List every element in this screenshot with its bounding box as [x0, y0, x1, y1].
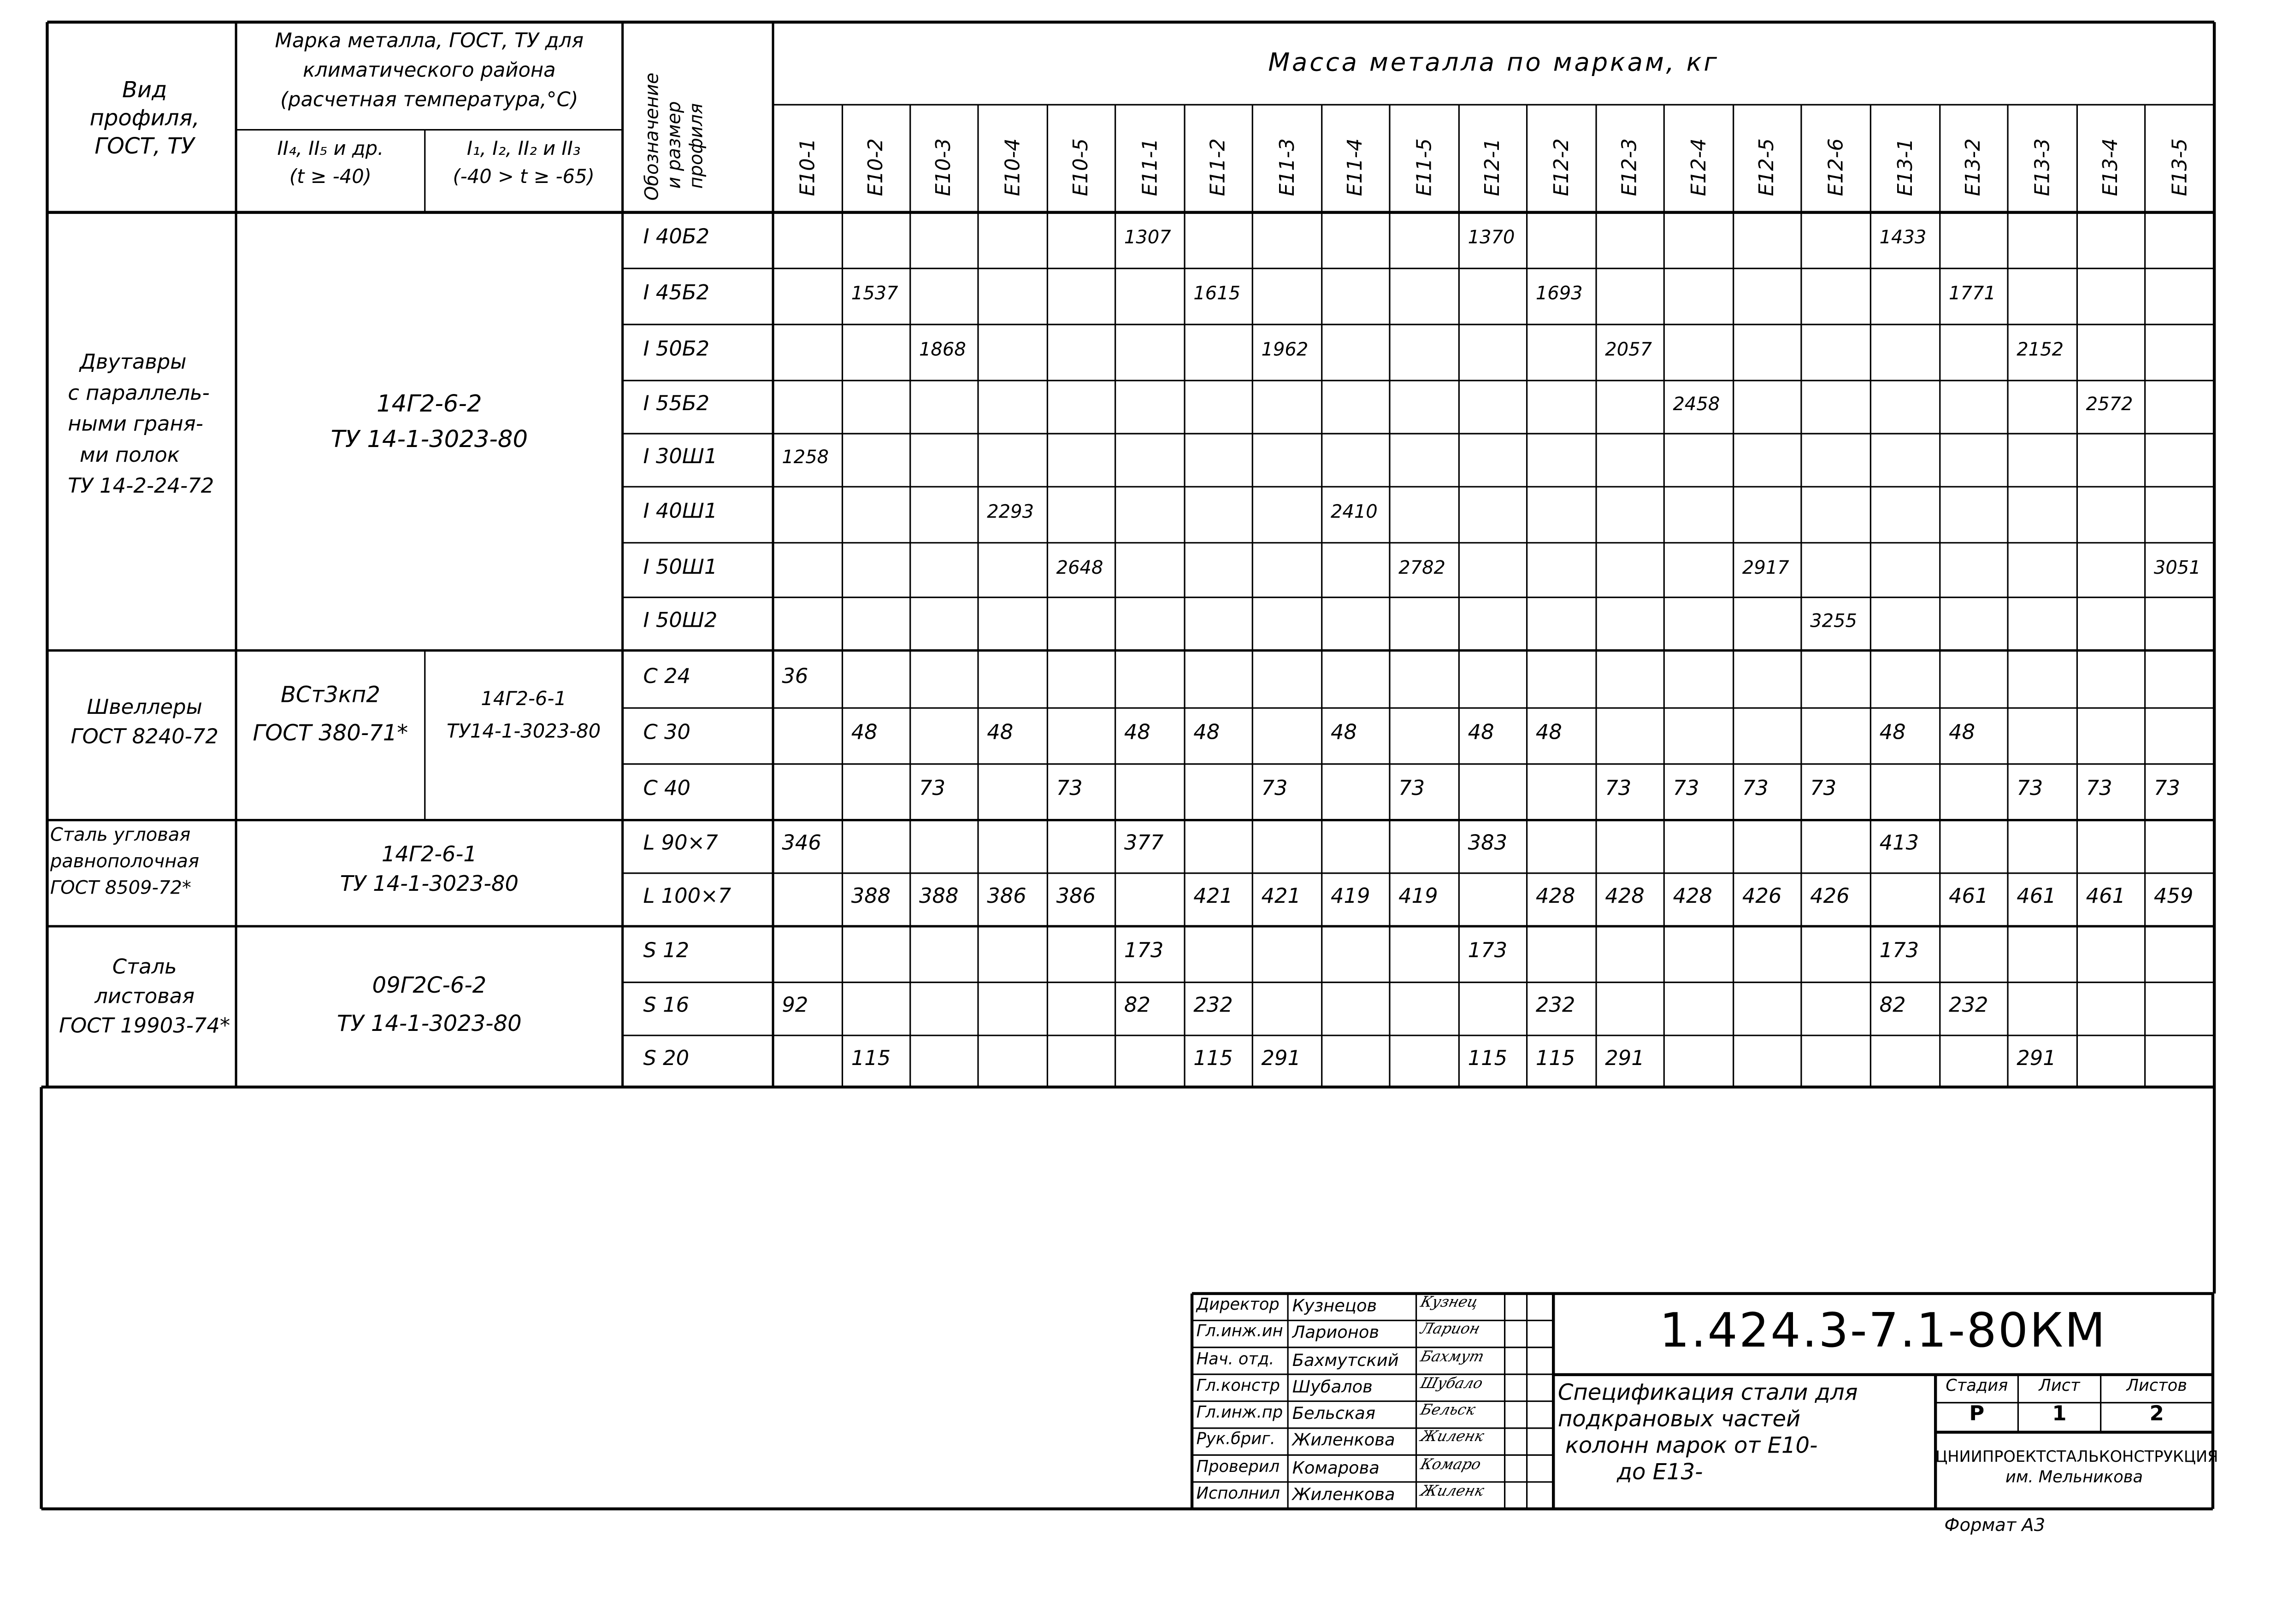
- stamp-role: Исполнил: [1196, 1483, 1280, 1503]
- mass-cell: 388: [919, 885, 959, 909]
- mass-cell: 1771: [1948, 282, 1996, 304]
- column-header: Е11-5: [1412, 138, 1436, 196]
- mass-cell: 1433: [1879, 225, 1927, 248]
- signature: Шубало: [1418, 1376, 1485, 1392]
- stamp-role: Проверил: [1196, 1456, 1280, 1476]
- mass-cell: 1962: [1261, 337, 1309, 360]
- header-grade-sub-1: II₄, II₅ и др. (t ≥ -40): [277, 138, 384, 189]
- mass-cell: 419: [1330, 885, 1370, 909]
- mass-cell: 1370: [1468, 225, 1515, 248]
- column-header: Е13-5: [2168, 138, 2192, 196]
- mass-cell: 2057: [1605, 337, 1652, 360]
- header-steel-grade: Марка металла, ГОСТ, ТУ для климатического района (расчетная температура,°С): [275, 29, 584, 112]
- group-channel-grade-a: ВСт3кп2 ГОСТ 380-71*: [253, 681, 408, 747]
- stamp-sheet-label: Лист: [2039, 1376, 2080, 1395]
- mass-cell: 115: [1193, 1046, 1233, 1071]
- mass-cell: 48: [1535, 721, 1562, 745]
- stamp-role: Нач. отд.: [1196, 1348, 1274, 1368]
- column-header: Е10-4: [1001, 138, 1025, 196]
- mass-cell: 73: [2153, 777, 2180, 801]
- mass-cell: 48: [1193, 721, 1220, 745]
- header-type-profile: Вид профиля, ГОСТ, ТУ: [89, 76, 200, 159]
- stamp-name: Ларионов: [1292, 1322, 1380, 1343]
- profile-designation: S 12: [643, 939, 690, 963]
- stamp-title: Спецификация стали для подкрановых частей колонн марок от Е10- до Е13-: [1557, 1379, 1858, 1486]
- profile-designation: I 55Б2: [643, 392, 710, 416]
- column-header: Е10-1: [796, 138, 820, 196]
- signature: Комаро: [1418, 1456, 1483, 1473]
- column-header: Е12-2: [1550, 138, 1574, 196]
- column-header: Е12-5: [1755, 138, 1779, 196]
- header-mass-title: Масса металла по маркам, кг: [1268, 48, 1719, 78]
- column-header: Е11-3: [1275, 138, 1299, 196]
- mass-cell: 2293: [987, 500, 1034, 523]
- mass-cell: 232: [1193, 994, 1233, 1018]
- mass-cell: 2572: [2086, 392, 2133, 415]
- group-channel-grade-b: 14Г2-6-1 ТУ14-1-3023-80: [447, 688, 601, 744]
- stamp-sheets-label: Листов: [2126, 1376, 2188, 1395]
- mass-cell: 115: [1468, 1046, 1508, 1071]
- mass-cell: 461: [1948, 885, 1988, 909]
- mass-cell: 1868: [919, 337, 966, 360]
- group-ibeam-type: Двутавры с параллель- ными граня- ми полок ТУ 14-2-24-72: [68, 351, 214, 499]
- column-header: Е13-2: [1962, 138, 1986, 196]
- group-angle-grade: 14Г2-6-1 ТУ 14-1-3023-80: [340, 843, 519, 897]
- profile-designation: L 100×7: [643, 885, 731, 909]
- mass-cell: 2917: [1742, 555, 1789, 578]
- mass-cell: 2782: [1398, 555, 1445, 578]
- stamp-name: Жиленкова: [1292, 1430, 1395, 1450]
- mass-cell: 3051: [2153, 555, 2201, 578]
- mass-cell: 73: [1742, 777, 1769, 801]
- column-header: Е12-3: [1618, 138, 1642, 196]
- stamp-name: Бельская: [1292, 1402, 1376, 1424]
- mass-cell: 82: [1124, 994, 1150, 1018]
- column-header: Е11-4: [1344, 138, 1368, 196]
- signature: Жиленк: [1418, 1483, 1486, 1500]
- profile-designation: С 24: [643, 664, 691, 688]
- column-header: Е10-5: [1069, 138, 1093, 196]
- profile-designation: I 40Ш1: [643, 500, 718, 524]
- stamp-name: Жиленкова: [1292, 1483, 1395, 1504]
- signature: Кузнец: [1418, 1295, 1480, 1312]
- column-header: Е12-4: [1687, 138, 1711, 196]
- group-ibeam-grade: 14Г2-6-2 ТУ 14-1-3023-80: [330, 389, 528, 453]
- profile-designation: I 50Б2: [643, 337, 710, 362]
- profile-designation: I 30Ш1: [643, 445, 718, 469]
- column-header: Е10-2: [864, 138, 888, 196]
- mass-cell: 421: [1193, 885, 1233, 909]
- mass-cell: 291: [2017, 1046, 2056, 1071]
- mass-cell: 428: [1535, 885, 1575, 909]
- header-designation: Обозначение и размер профиля: [640, 72, 707, 201]
- mass-cell: 2648: [1056, 555, 1103, 578]
- profile-designation: I 45Б2: [643, 282, 710, 306]
- mass-cell: 291: [1605, 1046, 1645, 1071]
- mass-cell: 73: [2017, 777, 2043, 801]
- mass-cell: 3255: [1810, 609, 1857, 631]
- signature: Бельск: [1418, 1402, 1477, 1419]
- mass-cell: 73: [1605, 777, 1632, 801]
- mass-cell: 73: [1056, 777, 1083, 801]
- profile-designation: S 16: [643, 994, 690, 1018]
- stamp-name: Кузнецов: [1292, 1295, 1377, 1316]
- stamp-name: Комарова: [1292, 1456, 1380, 1477]
- signature: Бахмут: [1418, 1348, 1486, 1365]
- signature: Ларион: [1418, 1322, 1482, 1338]
- stamp-name: Бахмутский: [1292, 1348, 1399, 1370]
- mass-cell: 115: [1535, 1046, 1575, 1071]
- mass-cell: 421: [1261, 885, 1301, 909]
- header-grade-sub-2: I₁, I₂, II₂ и II₃ (-40 > t ≥ -65): [453, 138, 595, 189]
- signature: Жиленк: [1418, 1430, 1486, 1446]
- mass-cell: 173: [1468, 939, 1508, 963]
- stamp-role: Директор: [1196, 1295, 1280, 1314]
- mass-cell: 73: [2086, 777, 2112, 801]
- mass-cell: 1258: [782, 445, 829, 468]
- stamp-sheet: 1: [2052, 1402, 2067, 1426]
- column-header: Е10-3: [932, 138, 956, 196]
- mass-cell: 115: [851, 1046, 891, 1071]
- mass-cell: 73: [1810, 777, 1837, 801]
- mass-cell: 428: [1605, 885, 1645, 909]
- profile-designation: С 40: [643, 777, 691, 801]
- profile-designation: L 90×7: [643, 832, 718, 856]
- mass-cell: 459: [2153, 885, 2194, 909]
- mass-cell: 73: [919, 777, 946, 801]
- mass-cell: 426: [1810, 885, 1850, 909]
- mass-cell: 232: [1948, 994, 1988, 1018]
- column-header: Е13-3: [2030, 138, 2054, 196]
- mass-cell: 73: [1673, 777, 1699, 801]
- mass-cell: 383: [1468, 832, 1508, 856]
- group-channel-type: Швеллеры ГОСТ 8240-72: [71, 696, 218, 749]
- group-angle-type: Сталь угловая равнополочная ГОСТ 8509-72*: [50, 823, 200, 899]
- mass-cell: 461: [2086, 885, 2126, 909]
- mass-cell: 428: [1673, 885, 1713, 909]
- mass-cell: 232: [1535, 994, 1575, 1018]
- mass-cell: 291: [1261, 1046, 1301, 1071]
- profile-designation: I 40Б2: [643, 225, 710, 249]
- mass-cell: 1537: [851, 282, 898, 304]
- mass-cell: 2152: [2017, 337, 2064, 360]
- group-sheet-type: Сталь листовая ГОСТ 19903-74*: [59, 955, 230, 1039]
- stamp-role: Гл.констр: [1196, 1376, 1280, 1395]
- column-header: Е13-1: [1893, 138, 1917, 196]
- stamp-role: Гл.инж.пр: [1196, 1402, 1283, 1422]
- format-label: Формат А3: [1944, 1515, 2046, 1536]
- stamp-role: Рук.бриг.: [1196, 1430, 1275, 1449]
- mass-cell: 386: [987, 885, 1026, 909]
- profile-designation: I 50Ш2: [643, 609, 718, 633]
- stamp-stage: Р: [1969, 1402, 1985, 1426]
- mass-cell: 2410: [1330, 500, 1378, 523]
- mass-cell: 48: [1468, 721, 1494, 745]
- mass-cell: 48: [1330, 721, 1357, 745]
- mass-cell: 82: [1879, 994, 1906, 1018]
- mass-cell: 413: [1879, 832, 1919, 856]
- mass-cell: 173: [1879, 939, 1919, 963]
- stamp-sheets: 2: [2149, 1402, 2164, 1426]
- mass-cell: 1615: [1193, 282, 1241, 304]
- stamp-org: ЦНИИПРОЕКТСТАЛЬКОНСТРУКЦИЯ им. Мельникова: [1935, 1448, 2218, 1487]
- mass-cell: 1307: [1124, 225, 1171, 248]
- profile-designation: S 20: [643, 1046, 690, 1071]
- mass-cell: 48: [1948, 721, 1976, 745]
- column-header: Е13-4: [2099, 138, 2123, 196]
- column-header: Е12-6: [1824, 138, 1848, 196]
- stamp-code: 1.424.3-7.1-80КМ: [1659, 1302, 2107, 1359]
- group-sheet-grade: 09Г2С-6-2 ТУ 14-1-3023-80: [336, 972, 522, 1037]
- stamp-stage-label: Стадия: [1946, 1376, 2008, 1395]
- mass-cell: 388: [851, 885, 891, 909]
- mass-cell: 48: [851, 721, 878, 745]
- profile-designation: I 50Ш1: [643, 555, 718, 579]
- mass-cell: 419: [1398, 885, 1438, 909]
- mass-cell: 48: [987, 721, 1014, 745]
- mass-cell: 48: [1879, 721, 1906, 745]
- mass-cell: 461: [2017, 885, 2056, 909]
- mass-cell: 377: [1124, 832, 1164, 856]
- mass-cell: 73: [1398, 777, 1425, 801]
- column-header: Е12-1: [1481, 138, 1505, 196]
- mass-cell: 2458: [1673, 392, 1720, 415]
- profile-designation: С 30: [643, 721, 691, 745]
- mass-cell: 426: [1742, 885, 1782, 909]
- mass-cell: 48: [1124, 721, 1150, 745]
- mass-cell: 386: [1056, 885, 1096, 909]
- stamp-name: Шубалов: [1292, 1376, 1373, 1397]
- column-header: Е11-1: [1138, 138, 1162, 196]
- mass-cell: 173: [1124, 939, 1164, 963]
- stamp-role: Гл.инж.ин: [1196, 1322, 1283, 1342]
- mass-cell: 92: [782, 994, 808, 1018]
- column-header: Е11-2: [1207, 138, 1231, 196]
- mass-cell: 36: [782, 664, 808, 688]
- mass-cell: 1693: [1535, 282, 1583, 304]
- mass-cell: 346: [782, 832, 821, 856]
- mass-cell: 73: [1261, 777, 1288, 801]
